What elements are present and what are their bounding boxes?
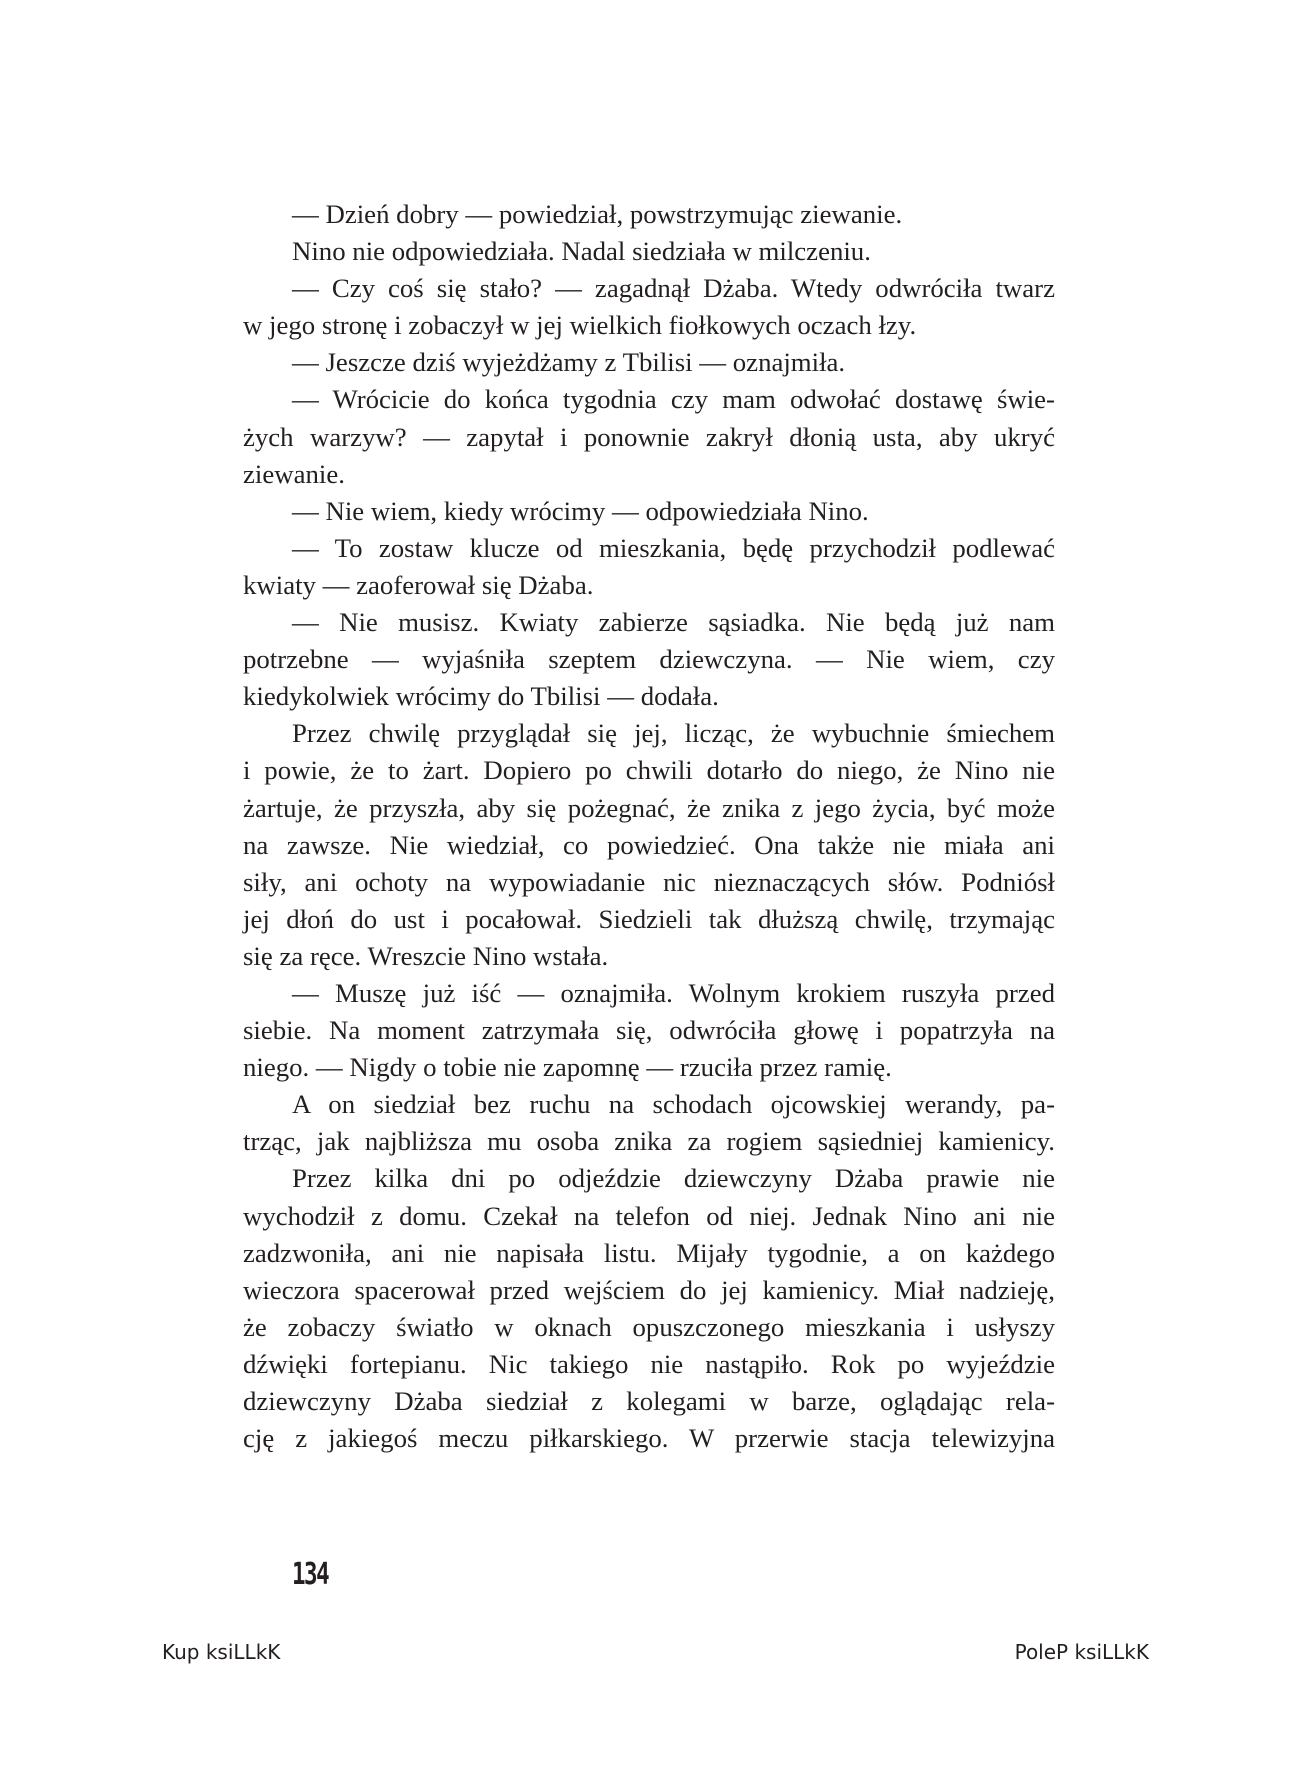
text-line: ziewanie. — [243, 458, 345, 489]
text-line: — Nie wiem, kiedy wrócimy — odpowiedziała Nino. — [292, 495, 869, 526]
text-line: potrzebne — wyjaśniła szeptem dziewczyna. — Nie wiem, czy — [243, 644, 1055, 675]
text-line: wychodził z domu. Czekał na telefon od niej. Jednak Nino ani nie — [243, 1200, 1055, 1231]
text-line: kiedykolwiek wrócimy do Tbilisi — dodała. — [243, 681, 719, 712]
text-line: — To zostaw klucze od mieszkania, będę przychodził podlewać — [292, 532, 1055, 563]
text-line: — Wrócicie do końca tygodnia czy mam odwołać dostawę świe- — [292, 384, 1055, 415]
text-line: żych warzyw? — zapytał i ponownie zakrył dłonią usta, aby ukryć — [243, 421, 1055, 452]
text-line: — Czy coś się stało? — zagadnął Dżaba. Wtedy odwróciła twarz — [292, 273, 1055, 304]
text-line: wieczora spacerował przed wejściem do jej kamienicy. Miał nadzieję, — [243, 1274, 1055, 1305]
text-line: — Jeszcze dziś wyjeżdżamy z Tbilisi — oznajmiła. — [292, 347, 846, 378]
text-line: że zobaczy światło w oknach opuszczonego mieszkania i usłyszy — [243, 1311, 1055, 1342]
text-line: Nino nie odpowiedziała. Nadal siedziała w milczeniu. — [292, 236, 871, 267]
page-number: 134 — [292, 1557, 329, 1592]
text-line: dziewczyny Dżaba siedział z kolegami w barze, oglądając rela- — [243, 1386, 1055, 1416]
text-line: i powie, że to żart. Dopiero po chwili dotarło do niego, że Nino nie — [243, 755, 1055, 786]
text-line: dźwięki fortepianu. Nic takiego nie nastąpiło. Rok po wyjeździe — [243, 1348, 1055, 1379]
text-line: siebie. Na moment zatrzymała się, odwróciła głowę i popatrzyła na — [243, 1015, 1055, 1046]
text-line: Przez chwilę przyglądał się jej, licząc, że wybuchnie śmiechem — [292, 718, 1055, 749]
text-line: jej dłoń do ust i pocałował. Siedzieli tak dłuższą chwilę, trzymając — [243, 903, 1055, 934]
text-line: w jego stronę i zobaczył w jej wielkich fiołkowych oczach łzy. — [243, 310, 917, 341]
buy-book-link[interactable]: Kup ksiLLkK — [162, 1640, 281, 1664]
body-text — [243, 196, 1055, 1457]
text-line: cję z jakiegoś meczu piłkarskiego. W przerwie stacja telewizyjna — [243, 1423, 1055, 1454]
text-line: siły, ani ochoty na wypowiadanie nic nieznaczących słów. Podniósł — [243, 866, 1055, 897]
text-line: na zawsze. Nie wiedział, co powiedzieć. Ona także nie miała ani — [243, 829, 1055, 860]
text-line: — Nie musisz. Kwiaty zabierze sąsiadka. Nie będą już nam — [292, 607, 1055, 638]
text-line: niego. — Nigdy o tobie nie zapomnę — rzuciła przez ramię. — [243, 1052, 892, 1083]
text-line: kwiaty — zaoferował się Dżaba. — [243, 569, 594, 600]
text-line: Przez kilka dni po odjeździe dziewczyny Dżaba prawie nie — [292, 1163, 1055, 1194]
text-line: zadzwoniła, ani nie napisała listu. Mijały tygodnie, a on każdego — [243, 1237, 1055, 1268]
text-line: — Dzień dobry — powiedział, powstrzymując ziewanie. — [292, 199, 903, 229]
text-line: — Muszę już iść — oznajmiła. Wolnym krokiem ruszyła przed — [292, 977, 1055, 1008]
text-line: żartuje, że przyszła, aby się pożegnać, że znika z jego życia, być może — [243, 792, 1055, 823]
text-line: A on siedział bez ruchu na schodach ojcowskiej werandy, pa- — [292, 1089, 1055, 1120]
text-line: się za ręce. Wreszcie Nino wstała. — [243, 940, 609, 971]
text-line: trząc, jak najbliższa mu osoba znika za rogiem sąsiedniej kamienicy. — [243, 1126, 1055, 1157]
recommend-book-link[interactable]: PoleP ksiLLkK — [1014, 1640, 1149, 1664]
